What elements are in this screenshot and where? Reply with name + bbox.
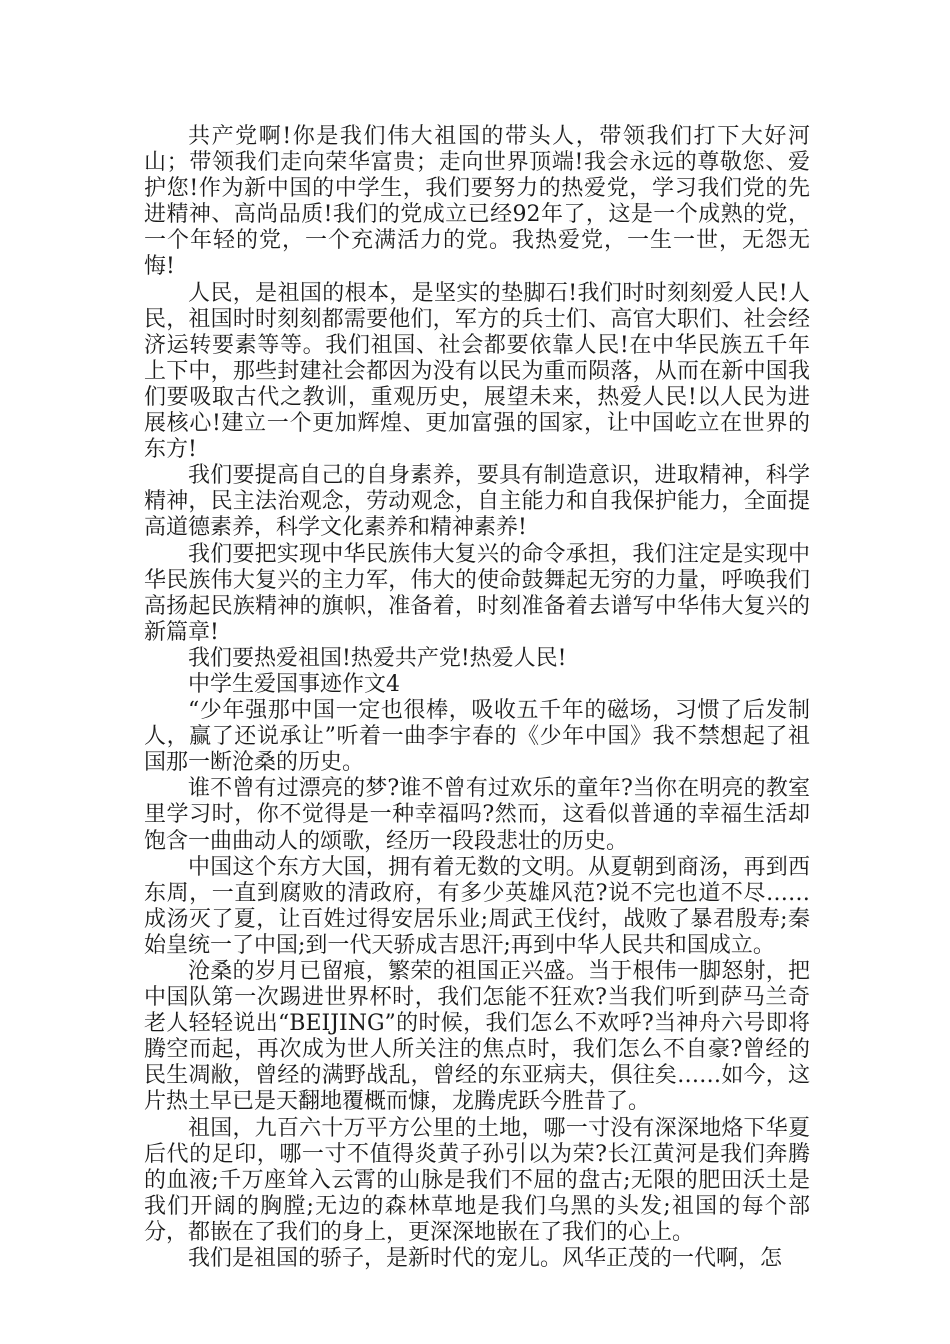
paragraph: 我们要提高自己的自身素养，要具有制造意识，进取精神，科学精神，民主法治观念，劳动观念，自主能力和自我保护能力，全面提高道德素养，科学文化素养和精神素养!: [144, 463, 810, 541]
paragraph: 我们要热爱祖国!热爱共产党!热爱人民!: [188, 645, 567, 671]
paragraph: 沧桑的岁月已留痕，繁荣的祖国正兴盛。当于根伟一脚怒射，把中国队第一次踢进世界杯时，我们怎能不狂欢?当我们听到萨马兰奇老人轻轻说出“BEIJING”的时候，我们怎么不欢呼?当神舟六号即将腾空而起，再次成为世人所关注的焦点时，我们怎么不自豪?曾经的民生凋敝，曾经的满野战乱，曾经的东亚病夫，俱往矣……如今，这片热土早已是天翻地覆概而慷，龙腾虎跃今胜昔了。: [144, 959, 810, 1115]
paragraph: 人民，是祖国的根本，是坚实的垫脚石!我们时时刻刻爱人民!人民，祖国时时刻刻都需要他们，军方的兵士们、高官大职们、社会经济运转要素等等。我们祖国、社会都要依靠人民!在中华民族五千年上下中，那些封建社会都因为没有以民为重而陨落，从而在新中国我们要吸取古代之教训，重观历史，展望未来，热爱人民!以人民为进展核心!建立一个更加辉煌、更加富强的国家，让中国屹立在世界的东方!: [144, 280, 810, 463]
paragraph: 祖国，九百六十万平方公里的土地，哪一寸没有深深地烙下华夏后代的足印，哪一寸不值得炎黄子孙引以为荣?长江黄河是我们奔腾的血液;千万座耸入云霄的山脉是我们不屈的盘古;无限的肥田沃土是我们开阔的胸膛;无边的森林草地是我们乌黑的头发;祖国的每个部分，都嵌在了我们的身上，更深深地嵌在了我们的心上。: [144, 1115, 810, 1245]
section-title: 中学生爱国事迹作文4: [188, 671, 400, 697]
paragraph: 谁不曾有过漂亮的梦?谁不曾有过欢乐的童年?当你在明亮的教室里学习时，你不觉得是一种幸福吗?然而，这看似普通的幸福生活却饱含一曲曲动人的颂歌，经历一段段悲壮的历史。: [144, 776, 810, 854]
paragraph: “少年强那中国一定也很棒，吸收五千年的磁场，习惯了后发制人，赢了还说承让”听着一曲李宇春的《少年中国》我不禁想起了祖国那一断沧桑的历史。: [144, 698, 810, 776]
paragraph: 共产党啊!你是我们伟大祖国的带头人，带领我们打下大好河山；带领我们走向荣华富贵；走向世界顶端!我会永远的尊敬您、爱护您!作为新中国的中学生，我们要努力的热爱党，学习我们党的先进精神、高尚品质!我们的党成立已经92年了，这是一个成熟的党，一个年轻的党，一个充满活力的党。我热爱党，一生一世，无怨无悔!: [144, 124, 810, 280]
paragraph: 我们要把实现中华民族伟大复兴的命令承担，我们注定是实现中华民族伟大复兴的主力军，伟大的使命鼓舞起无穷的力量，呼唤我们高扬起民族精神的旗帜，准备着，时刻准备着去谱写中华伟大复兴的新篇章!: [144, 541, 810, 645]
document-page: [144, 124, 810, 1272]
paragraph: 中国这个东方大国，拥有着无数的文明。从夏朝到商汤，再到西东周，一直到腐败的清政府，有多少英雄风范?说不完也道不尽……成汤灭了夏，让百姓过得安居乐业;周武王伐纣，战败了暴君殷寿;秦始皇统一了中国;到一代天骄成吉思汗;再到中华人民共和国成立。: [144, 854, 810, 958]
paragraph: 我们是祖国的骄子，是新时代的宠儿。风华正茂的一代啊，怎: [188, 1246, 783, 1272]
